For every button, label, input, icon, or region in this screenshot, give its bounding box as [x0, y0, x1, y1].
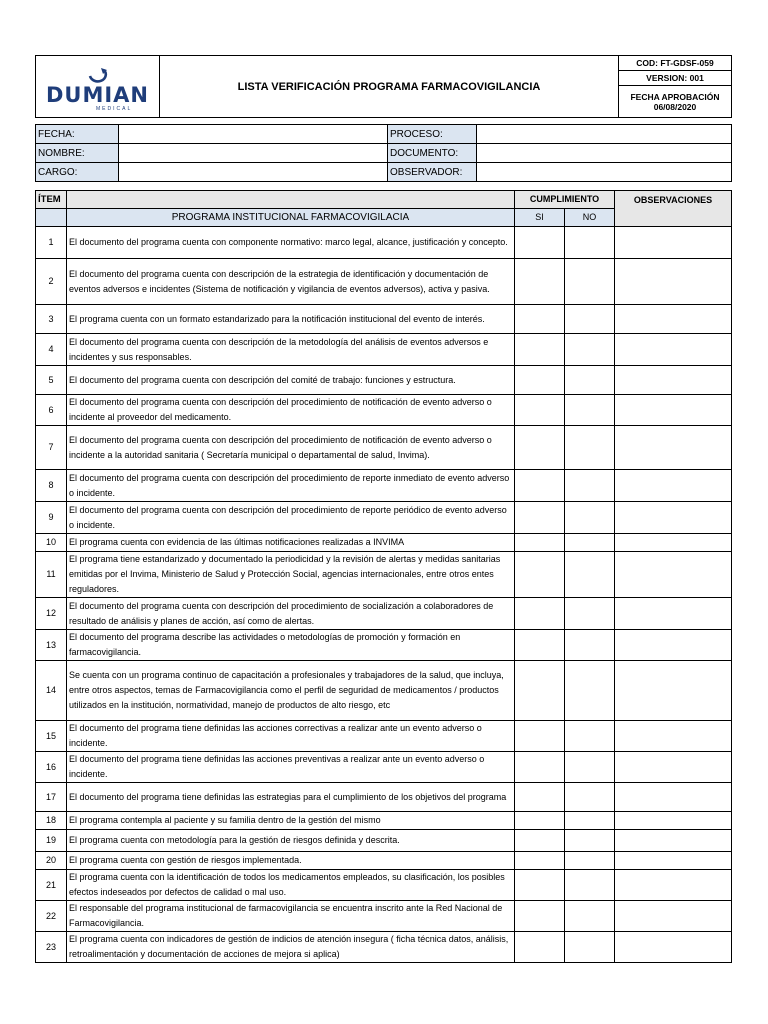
no-cell[interactable]	[565, 502, 615, 534]
si-cell[interactable]	[515, 227, 565, 259]
observador-field[interactable]	[477, 163, 732, 182]
table-row	[36, 534, 732, 552]
table-row	[36, 259, 732, 305]
no-cell[interactable]	[565, 721, 615, 752]
item-description: El programa cuenta con gestión de riesgos implementada.	[67, 852, 515, 870]
table-row	[36, 470, 732, 502]
si-cell[interactable]	[515, 598, 565, 630]
si-cell[interactable]	[515, 901, 565, 932]
item-description: El documento del programa tiene definidas las estrategias para el cumplimiento de los objetivos del programa	[67, 783, 515, 812]
table-row	[36, 752, 732, 783]
si-cell[interactable]	[515, 870, 565, 901]
observaciones-cell[interactable]	[615, 721, 732, 752]
item-description: El programa cuenta con evidencia de las últimas notificaciones realizadas a INVIMA	[67, 534, 515, 552]
checklist-table	[35, 190, 732, 963]
observaciones-cell[interactable]	[615, 852, 732, 870]
si-cell[interactable]	[515, 470, 565, 502]
table-row	[36, 932, 732, 963]
no-cell[interactable]	[565, 630, 615, 661]
item-number: 23	[36, 932, 67, 963]
item-description: El programa cuenta con indicadores de gestión de indicios de atención insegura ( ficha técnica datos, análisis, retroalimentación y documentación de acciones de mejora si aplica)	[67, 932, 515, 963]
item-description: El documento del programa describe las actividades o metodologías de promoción y formación en farmacovigilancia.	[67, 630, 515, 661]
document-title: LISTA VERIFICACIÓN PROGRAMA FARMACOVIGILANCIA	[160, 56, 619, 118]
si-cell[interactable]	[515, 721, 565, 752]
item-description: El programa cuenta con un formato estandarizado para la notificación institucional del evento de interés.	[67, 305, 515, 334]
observaciones-cell[interactable]	[615, 366, 732, 395]
col-item-header: ÍTEM	[36, 191, 67, 209]
checklist-rows	[36, 227, 732, 963]
si-cell[interactable]	[515, 783, 565, 812]
item-number: 16	[36, 752, 67, 783]
table-row	[36, 502, 732, 534]
observaciones-cell[interactable]	[615, 334, 732, 366]
table-row	[36, 830, 732, 852]
document-version: VERSION: 001	[619, 71, 732, 86]
item-number: 6	[36, 395, 67, 426]
nombre-field[interactable]	[119, 144, 388, 163]
table-row	[36, 630, 732, 661]
observaciones-cell[interactable]	[615, 870, 732, 901]
si-cell[interactable]	[515, 334, 565, 366]
observaciones-cell[interactable]	[615, 598, 732, 630]
no-cell[interactable]	[565, 334, 615, 366]
item-description: El documento del programa cuenta con descripción del procedimiento de socialización a colaboradores de resultado de análisis y planes de acción, así como de alertas.	[67, 598, 515, 630]
logo-swoosh-icon	[86, 66, 110, 84]
col-si-header: SI	[515, 209, 565, 227]
no-cell[interactable]	[565, 305, 615, 334]
si-cell[interactable]	[515, 661, 565, 721]
item-description: El documento del programa cuenta con descripción del procedimiento de notificación de evento adverso o incidente al proveedor del medicamento.	[67, 395, 515, 426]
table-row	[36, 870, 732, 901]
item-description: El documento del programa cuenta con componente normativo: marco legal, alcance, justificación y concepto.	[67, 227, 515, 259]
item-number: 18	[36, 812, 67, 830]
observaciones-cell[interactable]	[615, 470, 732, 502]
item-number: 13	[36, 630, 67, 661]
item-description: El documento del programa cuenta con descripción del procedimiento de notificación de evento adverso o incidente a la autoridad sanitaria ( Secretaría municipal o departamental de salud, Invima).	[67, 426, 515, 470]
item-number: 12	[36, 598, 67, 630]
item-number: 3	[36, 305, 67, 334]
si-cell[interactable]	[515, 395, 565, 426]
si-cell[interactable]	[515, 552, 565, 598]
approval-date-cell	[619, 86, 732, 118]
observaciones-cell[interactable]	[615, 259, 732, 305]
col-no-header: NO	[565, 209, 615, 227]
no-cell[interactable]	[565, 426, 615, 470]
table-row	[36, 227, 732, 259]
header-spacer	[67, 191, 515, 209]
fecha-field[interactable]	[119, 125, 388, 144]
item-description: El documento del programa cuenta con descripción de la metodología del análisis de eventos adversos e incidentes y sus responsables.	[67, 334, 515, 366]
no-cell[interactable]	[565, 395, 615, 426]
si-cell[interactable]	[515, 534, 565, 552]
item-number: 2	[36, 259, 67, 305]
observaciones-cell[interactable]	[615, 227, 732, 259]
logo-cell	[36, 56, 160, 118]
item-number: 11	[36, 552, 67, 598]
si-cell[interactable]	[515, 830, 565, 852]
si-cell[interactable]	[515, 259, 565, 305]
no-cell[interactable]	[565, 534, 615, 552]
item-description: El responsable del programa institucional de farmacovigilancia se encuentra inscrito ante la Red Nacional de Farmacovigilancia.	[67, 901, 515, 932]
item-description: El programa tiene estandarizado y documentado la periodicidad y la revisión de alertas y medidas sanitarias emitidas por el Invima, Ministerio de Salud y Protección Social, agencias internacionales, entre otros entes reguladores.	[67, 552, 515, 598]
si-cell[interactable]	[515, 852, 565, 870]
approval-label: FECHA APROBACIÓN	[630, 91, 720, 102]
item-description: Se cuenta con un programa continuo de capacitación a profesionales y trabajadores de la salud, que incluya, entre otros aspectos, temas de Farmacovigilancia como el perfil de seguridad de medicamentos / productos utilizados en la institución, normatividad, manejo de productos de alto riesgo, etc	[67, 661, 515, 721]
observaciones-cell[interactable]	[615, 932, 732, 963]
no-cell[interactable]	[565, 783, 615, 812]
document-header	[35, 55, 732, 118]
document-code: COD: FT-GDSF-059	[619, 56, 732, 71]
item-number: 20	[36, 852, 67, 870]
si-cell[interactable]	[515, 932, 565, 963]
item-description: El documento del programa cuenta con descripción de la estrategia de identificación y documentación de eventos adversos e incidentes (Sistema de notificación y vigilancia de eventos adversos), activa y pasiva.	[67, 259, 515, 305]
no-cell[interactable]	[565, 598, 615, 630]
company-logo	[36, 60, 159, 114]
item-number: 1	[36, 227, 67, 259]
item-description: El documento del programa tiene definidas las acciones preventivas a realizar ante un evento adverso o incidente.	[67, 752, 515, 783]
item-number: 15	[36, 721, 67, 752]
observaciones-cell[interactable]	[615, 752, 732, 783]
item-number: 10	[36, 534, 67, 552]
si-cell[interactable]	[515, 366, 565, 395]
item-number: 8	[36, 470, 67, 502]
si-cell[interactable]	[515, 752, 565, 783]
table-row	[36, 305, 732, 334]
documento-field[interactable]	[477, 144, 732, 163]
observaciones-cell[interactable]	[615, 426, 732, 470]
proceso-label: PROCESO:	[388, 125, 477, 144]
item-description: El programa cuenta con metodología para la gestión de riesgos definida y descrita.	[67, 830, 515, 852]
no-cell[interactable]	[565, 812, 615, 830]
cargo-field[interactable]	[119, 163, 388, 182]
col-observaciones-header: OBSERVACIONES	[615, 191, 732, 227]
item-number: 14	[36, 661, 67, 721]
proceso-field[interactable]	[477, 125, 732, 144]
section-title: PROGRAMA INSTITUCIONAL FARMACOVIGILACIA	[67, 209, 515, 227]
observaciones-cell[interactable]	[615, 812, 732, 830]
si-cell[interactable]	[515, 630, 565, 661]
item-number: 19	[36, 830, 67, 852]
item-number: 4	[36, 334, 67, 366]
item-description: El documento del programa cuenta con descripción del comité de trabajo: funciones y estructura.	[67, 366, 515, 395]
item-description: El documento del programa cuenta con descripción del procedimiento de reporte inmediato de evento adverso o incidente.	[67, 470, 515, 502]
table-row	[36, 366, 732, 395]
item-description: El programa cuenta con la identificación de todos los medicamentos empleados, su clasificación, los posibles efectos indeseados por defectos de calidad o mal uso.	[67, 870, 515, 901]
no-cell[interactable]	[565, 366, 615, 395]
item-number: 9	[36, 502, 67, 534]
approval-date: 06/08/2020	[653, 101, 697, 112]
observaciones-cell[interactable]	[615, 830, 732, 852]
cargo-label: CARGO:	[36, 163, 119, 182]
table-row	[36, 901, 732, 932]
si-cell[interactable]	[515, 426, 565, 470]
item-number: 7	[36, 426, 67, 470]
info-block	[35, 124, 732, 182]
observaciones-cell[interactable]	[615, 552, 732, 598]
observaciones-cell[interactable]	[615, 661, 732, 721]
table-row	[36, 783, 732, 812]
logo-subtext: MEDICAL	[96, 105, 133, 112]
observaciones-cell[interactable]	[615, 502, 732, 534]
si-cell[interactable]	[515, 812, 565, 830]
item-number: 17	[36, 783, 67, 812]
table-row	[36, 661, 732, 721]
observador-label: OBSERVADOR:	[388, 163, 477, 182]
section-spacer	[36, 209, 67, 227]
item-description: El documento del programa cuenta con descripción del procedimiento de reporte periódico de evento adverso o incidente.	[67, 502, 515, 534]
table-row	[36, 334, 732, 366]
fecha-label: FECHA:	[36, 125, 119, 144]
no-cell[interactable]	[565, 870, 615, 901]
logo-wordmark: DUMIAN	[45, 82, 150, 107]
observaciones-cell[interactable]	[615, 395, 732, 426]
item-number: 5	[36, 366, 67, 395]
no-cell[interactable]	[565, 552, 615, 598]
si-cell[interactable]	[515, 502, 565, 534]
observaciones-cell[interactable]	[615, 534, 732, 552]
no-cell[interactable]	[565, 661, 615, 721]
table-row	[36, 598, 732, 630]
no-cell[interactable]	[565, 830, 615, 852]
si-cell[interactable]	[515, 305, 565, 334]
item-number: 22	[36, 901, 67, 932]
table-row	[36, 852, 732, 870]
item-description: El programa contempla al paciente y su familia dentro de la gestión del mismo	[67, 812, 515, 830]
observaciones-cell[interactable]	[615, 630, 732, 661]
no-cell[interactable]	[565, 470, 615, 502]
table-row	[36, 552, 732, 598]
no-cell[interactable]	[565, 852, 615, 870]
observaciones-cell[interactable]	[615, 305, 732, 334]
observaciones-cell[interactable]	[615, 901, 732, 932]
item-number: 21	[36, 870, 67, 901]
documento-label: DOCUMENTO:	[388, 144, 477, 163]
no-cell[interactable]	[565, 752, 615, 783]
no-cell[interactable]	[565, 901, 615, 932]
table-row	[36, 426, 732, 470]
col-cumplimiento-header: CUMPLIMIENTO	[515, 191, 615, 209]
nombre-label: NOMBRE:	[36, 144, 119, 163]
no-cell[interactable]	[565, 227, 615, 259]
table-row	[36, 395, 732, 426]
observaciones-cell[interactable]	[615, 783, 732, 812]
no-cell[interactable]	[565, 259, 615, 305]
no-cell[interactable]	[565, 932, 615, 963]
table-row	[36, 812, 732, 830]
item-description: El documento del programa tiene definidas las acciones correctivas a realizar ante un evento adverso o incidente.	[67, 721, 515, 752]
table-row	[36, 721, 732, 752]
